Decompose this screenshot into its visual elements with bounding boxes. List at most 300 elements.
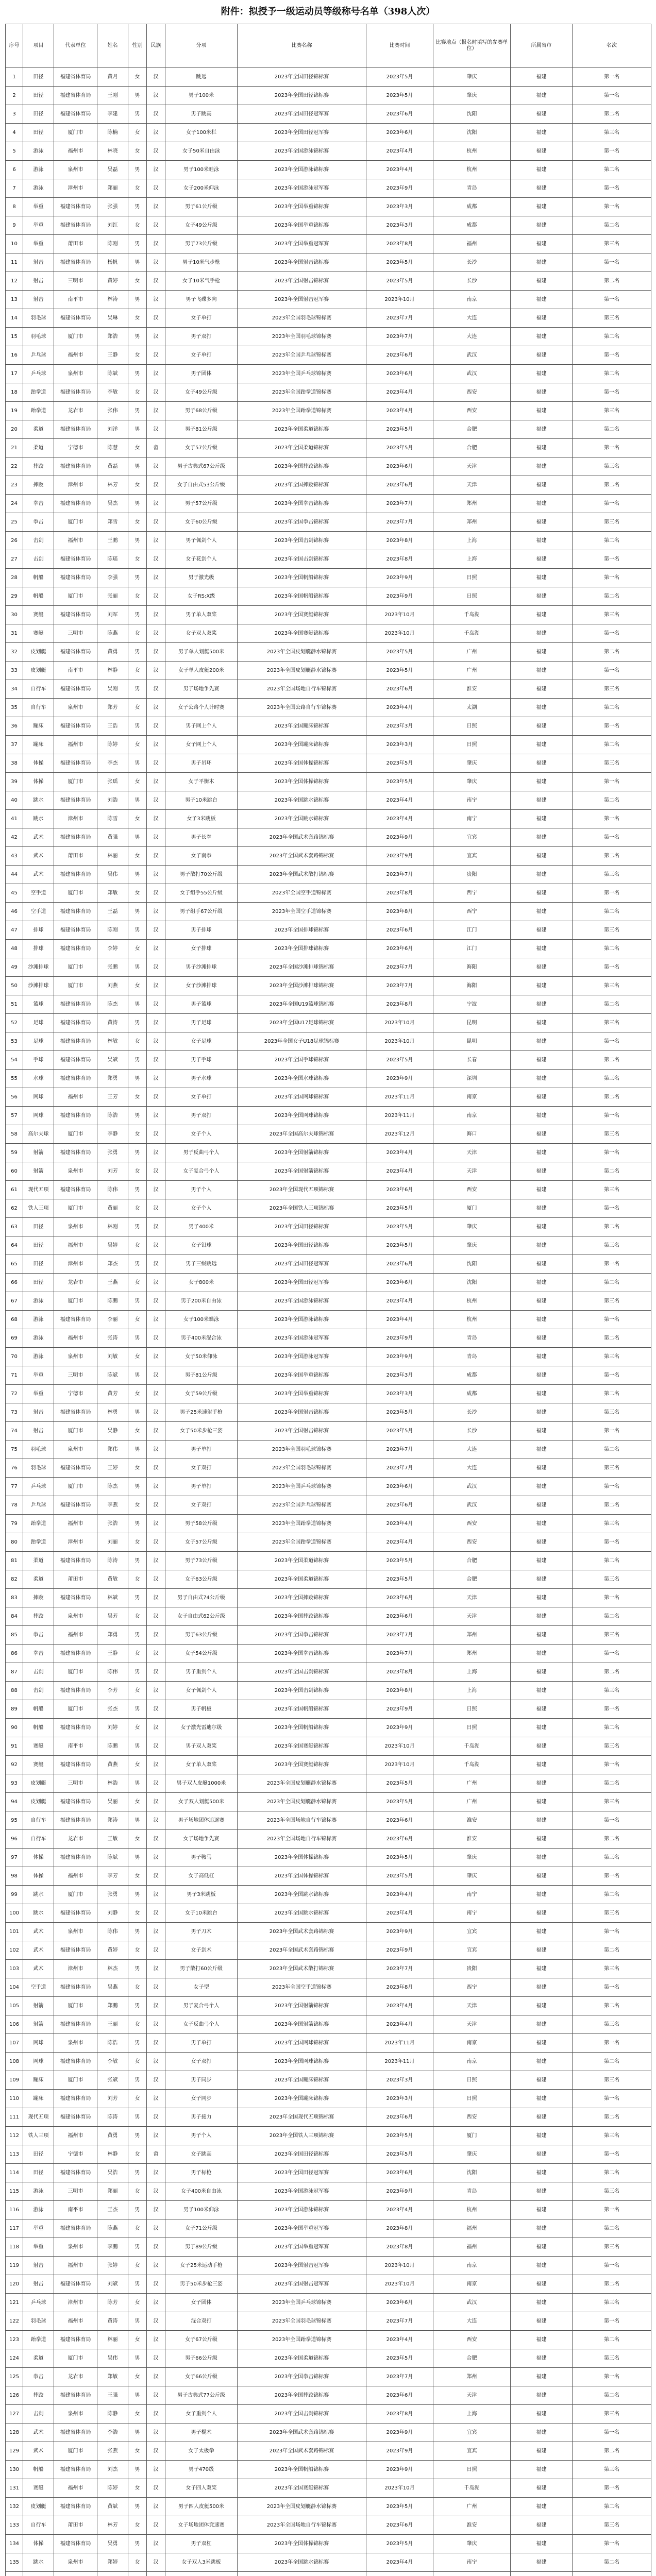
table-cell: 汉 [147, 1570, 165, 1589]
table-cell: 男子自由式74公斤级 [165, 1589, 238, 1607]
table-cell: 福建省体育局 [54, 1032, 97, 1051]
table-cell: 沙滩排球 [23, 958, 54, 977]
table-cell: 男 [128, 1849, 147, 1867]
table-cell: 95 [6, 1811, 23, 1830]
table-row [6, 1774, 651, 1793]
table-cell: 泉州市 [54, 2553, 97, 2572]
table-cell: 2023年10月 [366, 2479, 433, 2498]
table-cell: 武汉 [433, 2294, 511, 2312]
table-cell: 郑州 [433, 1626, 511, 1645]
table-cell: 男子团体 [165, 365, 238, 383]
table-cell: 福建 [511, 1144, 573, 1162]
table-cell: 长沙 [433, 272, 511, 291]
table-cell: 第二名 [573, 1440, 651, 1459]
table-cell: 女子50米步枪三姿 [165, 1422, 238, 1440]
table-cell: 网球 [23, 1107, 54, 1125]
table-cell: 福建 [511, 2015, 573, 2034]
table-cell: 女 [128, 773, 147, 791]
table-cell: 第一名 [573, 2201, 651, 2219]
table-cell: 陈燕 [97, 624, 128, 643]
table-row [6, 513, 651, 532]
table-cell: 刘静 [97, 1904, 128, 1923]
table-cell: 2023年全国拳击锦标赛 [238, 513, 366, 532]
table-cell: 2023年6月 [366, 2108, 433, 2127]
table-cell: 第二名 [573, 2108, 651, 2127]
table-cell: 第三名 [573, 2405, 651, 2424]
table-cell: 131 [6, 2479, 23, 2498]
table-row [6, 161, 651, 179]
table-cell: 宜宾 [433, 2442, 511, 2461]
table-cell: 福建省体育局 [54, 2108, 97, 2127]
table-cell: 福建 [511, 1403, 573, 1422]
table-cell: 女子100米栏 [165, 124, 238, 142]
table-cell: 刘燕 [97, 977, 128, 995]
table-cell: 武汉 [433, 1496, 511, 1515]
table-cell: 帆船 [23, 2461, 54, 2479]
table-cell: 112 [6, 2127, 23, 2145]
table-cell: 男 [128, 1107, 147, 1125]
table-cell: 泉州市 [54, 1923, 97, 1941]
table-cell: 南京 [433, 2275, 511, 2294]
table-cell: 第一名 [573, 383, 651, 402]
table-cell: 男子57公斤级 [165, 495, 238, 513]
table-cell: 第二名 [573, 2498, 651, 2516]
table-cell: 柔道 [23, 420, 54, 439]
table-cell: 排球 [23, 940, 54, 958]
table-cell: 射击 [23, 253, 54, 272]
table-cell: 92 [6, 1756, 23, 1774]
table-cell: 汉 [147, 346, 165, 365]
table-cell: 男 [128, 365, 147, 383]
table-cell: 108 [6, 2053, 23, 2071]
table-cell: 2023年9月 [366, 569, 433, 587]
table-cell: 沈阳 [433, 2164, 511, 2182]
table-cell: 2023年全国羽毛球锦标赛 [238, 2312, 366, 2331]
table-cell: 汉 [147, 2498, 165, 2516]
table-cell: 肇庆 [433, 773, 511, 791]
table-cell: 第三名 [573, 513, 651, 532]
table-cell: 第一名 [573, 773, 651, 791]
table-cell: 80 [6, 1533, 23, 1552]
table-cell: 福建省体育局 [54, 1904, 97, 1923]
table-cell: 女 [128, 2090, 147, 2108]
table-cell: 男子100米蛙泳 [165, 161, 238, 179]
table-cell: 肇庆 [433, 68, 511, 87]
table-cell: 男子组手67公斤级 [165, 903, 238, 921]
table-row [6, 1478, 651, 1496]
table-cell: 昆明 [433, 1032, 511, 1051]
table-cell: 福建 [511, 866, 573, 884]
table-cell: 皮划艇 [23, 643, 54, 662]
table-cell: 林晓 [97, 142, 128, 161]
table-cell: 汉 [147, 1515, 165, 1533]
table-cell: 第一名 [573, 810, 651, 828]
table-cell: 2023年5月 [366, 420, 433, 439]
table-cell: 2023年4月 [366, 1162, 433, 1181]
table-row [6, 1552, 651, 1570]
table-cell: 38 [6, 754, 23, 773]
table-cell: 刘浩 [97, 791, 128, 810]
table-cell: 宜宾 [433, 1923, 511, 1941]
table-cell: 泉州市 [54, 1162, 97, 1181]
table-cell: 30 [6, 606, 23, 624]
table-cell: 跳水 [23, 791, 54, 810]
table-cell: 肇庆 [433, 1849, 511, 1867]
table-cell: 男 [128, 1589, 147, 1607]
table-cell: 女 [128, 309, 147, 328]
table-cell: 97 [6, 1849, 23, 1867]
table-cell: 男 [128, 921, 147, 940]
table-cell: 汉 [147, 513, 165, 532]
table-cell: 南京 [433, 2034, 511, 2053]
table-cell: 陈伟 [97, 1181, 128, 1199]
table-cell: 游泳 [23, 1311, 54, 1329]
table-row [6, 2034, 651, 2053]
table-cell: 福建省体育局 [54, 866, 97, 884]
table-cell: 女 [128, 1125, 147, 1144]
table-cell: 107 [6, 2034, 23, 2053]
table-cell: 福建省体育局 [54, 1181, 97, 1199]
table-cell: 63 [6, 1218, 23, 1236]
table-row [6, 995, 651, 1014]
table-cell: 2023年5月 [366, 754, 433, 773]
table-cell: 田径 [23, 87, 54, 105]
table-cell: 沈阳 [433, 105, 511, 124]
table-cell: 汉 [147, 1088, 165, 1107]
table-cell: 2023年全国帆船锦标赛 [238, 1719, 366, 1737]
table-row [6, 958, 651, 977]
table-cell: 男 [128, 235, 147, 253]
table-cell: 第三名 [573, 457, 651, 476]
table-cell: 女 [128, 847, 147, 866]
table-cell: 2023年全国体操锦标赛 [238, 2535, 366, 2553]
table-row [6, 2553, 651, 2572]
table-row [6, 2535, 651, 2553]
table-cell: 男 [128, 1960, 147, 1978]
table-cell: 汉 [147, 1199, 165, 1218]
table-cell: 大连 [433, 1440, 511, 1459]
table-cell: 74 [6, 1422, 23, 1440]
table-cell: 张鹏 [97, 958, 128, 977]
table-cell: 2023年全国跆拳道锦标赛 [238, 2331, 366, 2349]
table-cell: 男子10米气步枪 [165, 253, 238, 272]
table-row [6, 1849, 651, 1867]
table-cell: 射箭 [23, 1144, 54, 1162]
table-cell: 福州市 [54, 736, 97, 754]
table-cell: 第三名 [573, 402, 651, 420]
table-cell: 淮安 [433, 680, 511, 699]
table-cell: 女子重剑个人 [165, 2405, 238, 2424]
table-cell: 2023年5月 [366, 662, 433, 680]
table-cell: 20 [6, 420, 23, 439]
table-cell: 女 [128, 2368, 147, 2386]
table-row [6, 2386, 651, 2405]
table-row [6, 662, 651, 680]
table-cell: 2023年全国网球锦标赛 [238, 1088, 366, 1107]
table-cell: 福建 [511, 1014, 573, 1032]
table-cell: 115 [6, 2182, 23, 2201]
table-cell: 第一名 [573, 1255, 651, 1274]
table-row [6, 87, 651, 105]
table-cell: 福建省体育局 [54, 1107, 97, 1125]
table-cell: 男子81公斤级 [165, 1366, 238, 1385]
table-cell: 第一名 [573, 198, 651, 216]
table-cell: 2023年10月 [366, 606, 433, 624]
table-cell: 福建 [511, 977, 573, 995]
table-row [6, 1032, 651, 1051]
table-cell: 黄燕 [97, 1756, 128, 1774]
table-cell: 男 [128, 161, 147, 179]
table-cell: 千岛湖 [433, 1756, 511, 1774]
table-cell: 吴琳 [97, 309, 128, 328]
table-cell: 女子单打 [165, 346, 238, 365]
table-cell: 福建省体育局 [54, 2386, 97, 2405]
table-row [6, 977, 651, 995]
table-cell: 男 [128, 2275, 147, 2294]
table-cell: 汉 [147, 2479, 165, 2498]
table-cell: 南平市 [54, 1737, 97, 1756]
table-cell: 2023年3月 [366, 1385, 433, 1403]
table-cell: 第二名 [573, 161, 651, 179]
table-cell: 宜宾 [433, 847, 511, 866]
table-cell: 西宁 [433, 903, 511, 921]
table-cell: 2023年全国游泳冠军赛 [238, 1329, 366, 1348]
table-cell: 56 [6, 1088, 23, 1107]
table-cell: 第二名 [573, 1774, 651, 1793]
table-cell: 2023年全国摔跤锦标赛 [238, 1589, 366, 1607]
table-cell: 男 [128, 1255, 147, 1274]
table-cell: 武汉 [433, 1478, 511, 1496]
table-cell: 2023年5月 [366, 2498, 433, 2516]
table-cell: 2023年全国皮划艇静水锦标赛 [238, 2498, 366, 2516]
table-cell: 福建 [511, 2294, 573, 2312]
table-cell: 福建 [511, 476, 573, 495]
table-cell: 郑雪 [97, 513, 128, 532]
table-cell: 日照 [433, 1719, 511, 1737]
table-cell: 福建 [511, 810, 573, 828]
table-cell: 第二名 [573, 1663, 651, 1682]
table-row [6, 2219, 651, 2238]
table-cell: 男 [128, 2201, 147, 2219]
table-cell: 汉 [147, 2424, 165, 2442]
table-cell: 游泳 [23, 2182, 54, 2201]
table-cell: 2023年7月 [366, 977, 433, 995]
table-cell: 女 [128, 1032, 147, 1051]
table-cell: 女 [128, 2182, 147, 2201]
table-cell: 36 [6, 717, 23, 736]
table-cell: 第三名 [573, 2294, 651, 2312]
table-cell: 林静 [97, 2145, 128, 2164]
table-cell: 刘洋 [97, 420, 128, 439]
table-cell: 75 [6, 1440, 23, 1459]
table-cell: 大连 [433, 328, 511, 346]
table-cell: 第二名 [573, 2219, 651, 2238]
table-cell: 上海 [433, 532, 511, 550]
table-cell: 福建 [511, 1552, 573, 1570]
table-cell: 汉 [147, 1960, 165, 1978]
table-cell: 汉 [147, 1403, 165, 1422]
table-cell: 第一名 [573, 2424, 651, 2442]
table-cell: 2023年全国举重锦标赛 [238, 198, 366, 216]
table-cell: 男子反曲弓个人 [165, 1144, 238, 1162]
table-cell: 43 [6, 847, 23, 866]
table-cell: 汉 [147, 1663, 165, 1682]
table-cell: 第一名 [573, 1032, 651, 1051]
table-cell: 空手道 [23, 884, 54, 903]
table-cell: 2023年全国田径锦标赛 [238, 1236, 366, 1255]
table-cell: 摔跤 [23, 457, 54, 476]
table-cell: 福州市 [54, 1515, 97, 1533]
table-cell: 汉 [147, 569, 165, 587]
table-cell: 福建 [511, 420, 573, 439]
table-cell: 男 [128, 1997, 147, 2015]
table-cell: 第二名 [573, 736, 651, 754]
table-cell: 女子网上个人 [165, 736, 238, 754]
table-cell: 张婷 [97, 2257, 128, 2275]
table-cell: 2023年7月 [366, 1459, 433, 1478]
table-cell: 50 [6, 977, 23, 995]
table-cell: 男 [128, 2034, 147, 2053]
table-cell: 68 [6, 1311, 23, 1329]
table-cell: 2023年全国柔道锦标赛 [238, 439, 366, 457]
table-cell: 铁人三项 [23, 1199, 54, 1218]
column-header: 分项 [165, 24, 238, 68]
table-cell: 男 [128, 2461, 147, 2479]
table-cell: 龙岩市 [54, 2368, 97, 2386]
table-cell: 汉 [147, 773, 165, 791]
table-cell: 福建省体育局 [54, 606, 97, 624]
table-cell: 福建 [511, 179, 573, 198]
table-cell: 泉州市 [54, 1607, 97, 1626]
table-cell: 福建 [511, 457, 573, 476]
table-cell: 男子双人双桨 [165, 1737, 238, 1756]
table-cell: 汉 [147, 903, 165, 921]
table-cell: 2023年全国拳击锦标赛 [238, 495, 366, 513]
table-cell: 摔跤 [23, 1589, 54, 1607]
table-cell: 女子50米自由泳 [165, 142, 238, 161]
table-cell: 2023年9月 [366, 1719, 433, 1737]
table-cell: 男子400米混合泳 [165, 1329, 238, 1348]
table-cell: 2023年7月 [366, 1626, 433, 1645]
table-cell: 2023年5月 [366, 1774, 433, 1793]
table-cell: 汉 [147, 87, 165, 105]
table-cell: 2023年5月 [366, 2127, 433, 2145]
table-cell: 2023年10月 [366, 2257, 433, 2275]
table-cell: 黄丽 [97, 1199, 128, 1218]
table-cell: 男 [128, 569, 147, 587]
table-cell: 女子10米跳台 [165, 1904, 238, 1923]
table-cell: 第二名 [573, 272, 651, 291]
table-cell: 南京 [433, 1088, 511, 1107]
table-cell: 女子3米跳板 [165, 810, 238, 828]
table-cell: 2023年全国蹦床锦标赛 [238, 736, 366, 754]
table-cell: 汉 [147, 699, 165, 717]
table-cell: 男子同步 [165, 2071, 238, 2090]
table-cell: 青岛 [433, 1329, 511, 1348]
table-row [6, 105, 651, 124]
table-cell: 2023年全国田径锦标赛 [238, 1218, 366, 1236]
table-cell: 福建省体育局 [54, 309, 97, 328]
table-cell: 67 [6, 1292, 23, 1311]
table-cell: 14 [6, 309, 23, 328]
table-cell: 2023年5月 [366, 1570, 433, 1589]
table-row [6, 235, 651, 253]
table-cell: 男子三级跳远 [165, 1255, 238, 1274]
table-row [6, 2479, 651, 2498]
table-cell: 跆拳道 [23, 1533, 54, 1552]
table-cell: 女子花剑个人 [165, 550, 238, 569]
table-cell: 福建 [511, 847, 573, 866]
table-cell: 福建 [511, 662, 573, 680]
table-cell: 赛艇 [23, 1756, 54, 1774]
table-cell: 汉 [147, 1830, 165, 1849]
table-cell: 福建 [511, 2201, 573, 2219]
table-cell: 福建 [511, 1107, 573, 1125]
table-cell: 福建 [511, 2071, 573, 2090]
table-cell: 厦门市 [54, 773, 97, 791]
table-cell: 6 [6, 161, 23, 179]
table-cell: 福州市 [54, 142, 97, 161]
table-cell: 自行车 [23, 1830, 54, 1849]
table-cell: 第一名 [573, 1923, 651, 1941]
table-cell: 千岛湖 [433, 606, 511, 624]
table-cell: 游泳 [23, 2201, 54, 2219]
table-cell: 127 [6, 2405, 23, 2424]
table-row [6, 1088, 651, 1107]
table-cell: 汉 [147, 1162, 165, 1181]
table-cell: 2023年3月 [366, 717, 433, 736]
table-row [6, 754, 651, 773]
table-row [6, 1737, 651, 1756]
table-cell: 福建 [511, 1737, 573, 1756]
table-cell: 福建 [511, 2275, 573, 2294]
table-cell: 大连 [433, 1459, 511, 1478]
table-row [6, 1793, 651, 1811]
table-cell: 三明市 [54, 624, 97, 643]
table-cell: 男子89公斤级 [165, 2238, 238, 2257]
table-cell: 2023年全国赛艇锦标赛 [238, 1737, 366, 1756]
table-cell: 2023年5月 [366, 1867, 433, 1886]
table-cell: 116 [6, 2201, 23, 2219]
table-cell: 武汉 [433, 346, 511, 365]
table-cell: 2023年5月 [366, 643, 433, 662]
table-cell: 2023年6月 [366, 2164, 433, 2182]
table-cell: 2023年全国摔跤锦标赛 [238, 1607, 366, 1626]
table-cell: 福建 [511, 550, 573, 569]
table-cell: 女子铅球 [165, 1236, 238, 1255]
table-cell: 第三名 [573, 2516, 651, 2535]
table-cell: 第一名 [573, 1811, 651, 1830]
table-cell: 第一名 [573, 439, 651, 457]
table-cell: 汉 [147, 1236, 165, 1255]
table-cell: 自行车 [23, 699, 54, 717]
table-cell: 2023年全国拳击锦标赛 [238, 2368, 366, 2386]
table-cell: 张浩 [97, 1515, 128, 1533]
table-cell: 福建省体育局 [54, 2275, 97, 2294]
table-cell: 2023年6月 [366, 2294, 433, 2312]
table-cell: 长沙 [433, 253, 511, 272]
table-cell: 男 [128, 1811, 147, 1830]
table-cell: 2023年7月 [366, 866, 433, 884]
table-cell: 男 [128, 754, 147, 773]
table-cell: 日照 [433, 717, 511, 736]
table-cell: 跳水 [23, 2553, 54, 2572]
table-cell: 福建省体育局 [54, 1719, 97, 1737]
table-cell: 2023年9月 [366, 2442, 433, 2461]
table-cell: 男 [128, 1218, 147, 1236]
table-cell: 女子型 [165, 1978, 238, 1997]
table-cell: 女 [128, 216, 147, 235]
